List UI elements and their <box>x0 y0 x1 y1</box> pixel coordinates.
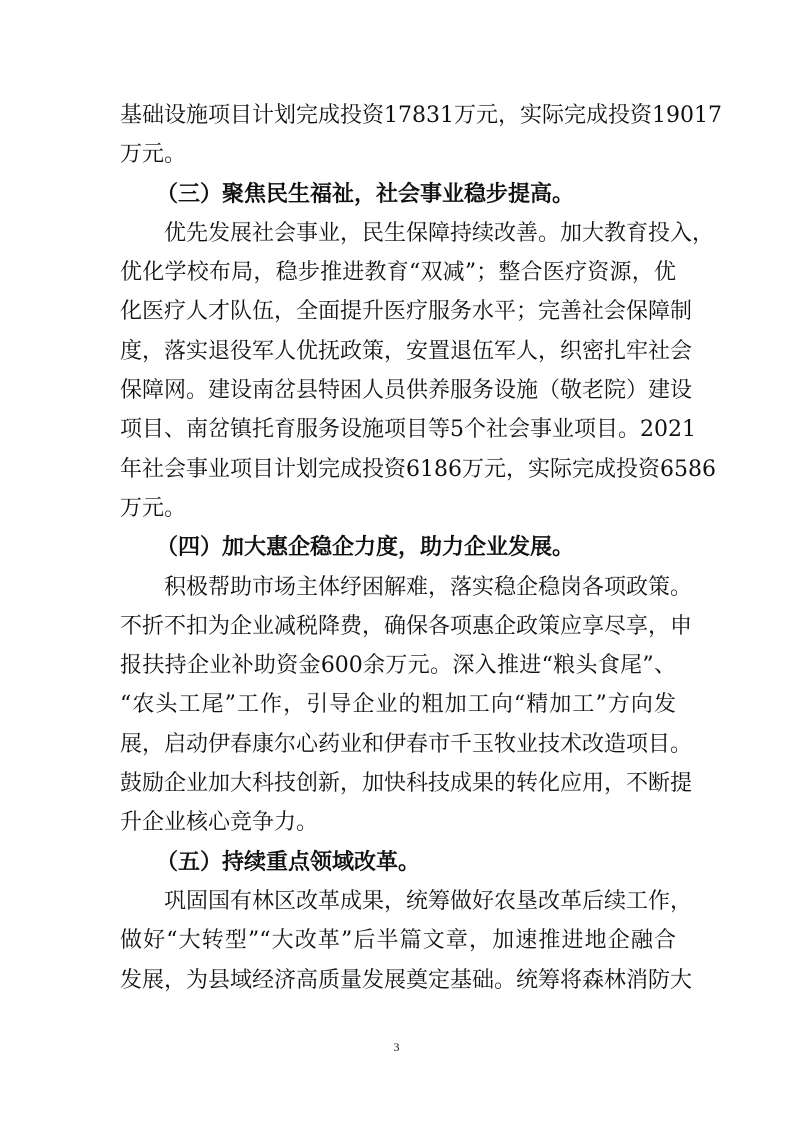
text-line-21: 巩固国有林区改革成果，统筹做好农垦改革后续工作， <box>164 888 693 914</box>
page-number: 3 <box>393 1040 400 1054</box>
section-heading-4: （四）加大惠企稳企力度，助力企业发展。 <box>156 534 575 561</box>
text-line-14: 不折不扣为企业减税降费，确保各项惠企政策应享尽享，申 <box>120 613 693 639</box>
section-heading-3: （三）聚焦民生福祉，社会事业稳步提高。 <box>156 180 575 207</box>
text-line-23: 发展，为县域经济高质量发展奠定基础。统筹将森林消防大 <box>120 967 693 993</box>
text-line-19: 升企业核心竞争力。 <box>120 810 319 836</box>
text-line-6: 化医疗人才队伍，全面提升医疗服务水平；完善社会保障制 <box>120 299 693 325</box>
text-line-22: 做好“大转型”“大改革”后半篇文章，加速推进地企融合 <box>120 928 676 954</box>
body-text <box>120 96 722 1000</box>
text-line-17: 展，启动伊春康尔心药业和伊春市千玉牧业技术改造项目。 <box>120 731 693 757</box>
text-line-2: 万元。 <box>120 142 187 168</box>
text-line-8: 保障网。建设南岔县特困人员供养服务设施（敬老院）建设 <box>120 378 693 404</box>
text-line-7: 度，落实退役军人优抚政策，安置退伍军人，织密扎牢社会 <box>120 338 693 364</box>
text-line-1: 基础设施项目计划完成投资17831万元，实际完成投资19017 <box>120 103 722 128</box>
text-line-5: 优化学校布局，稳步推进教育“双减”；整合医疗资源，优 <box>120 260 676 286</box>
text-line-9: 项目、南岔镇托育服务设施项目等5个社会事业项目。2021 <box>120 417 696 443</box>
text-line-10: 年社会事业项目计划完成投资6186万元，实际完成投资6586 <box>120 456 716 482</box>
text-line-13: 积极帮助市场主体纾困解难，落实稳企稳岗各项政策。 <box>164 574 693 600</box>
text-line-15: 报扶持企业补助资金600余万元。深入推进“粮头食尾”、 <box>120 653 676 679</box>
text-line-16: “农头工尾”工作，引导企业的粗加工向“精加工”方向发 <box>120 692 676 718</box>
text-line-11: 万元。 <box>120 495 187 521</box>
text-line-18: 鼓励企业加大科技创新，加快科技成果的转化应用，不断提 <box>120 771 693 797</box>
text-line-4: 优先发展社会事业，民生保障持续改善。加大教育投入， <box>164 220 715 246</box>
section-heading-5: （五）持续重点领域改革。 <box>156 848 421 875</box>
